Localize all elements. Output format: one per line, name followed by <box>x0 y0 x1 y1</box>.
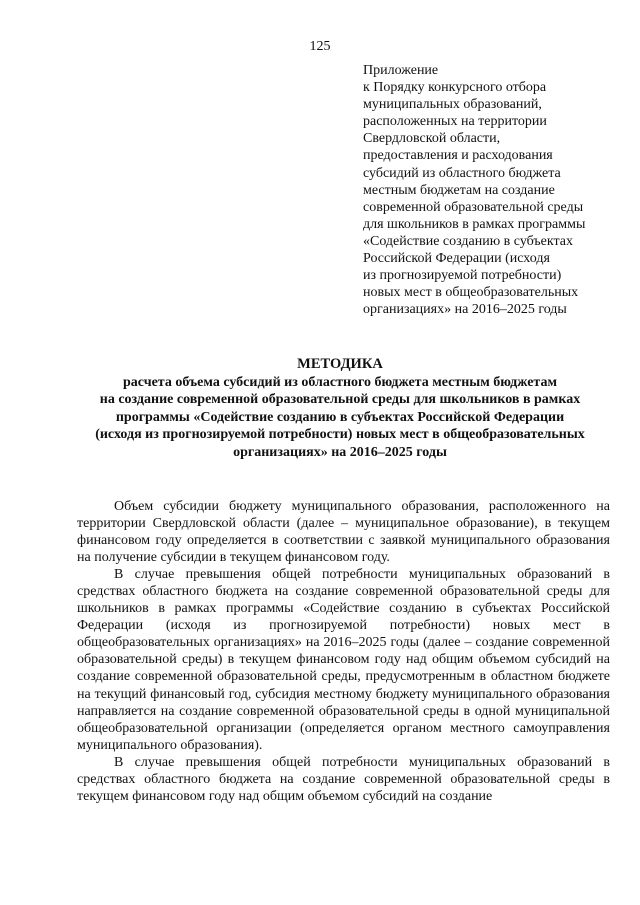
appendix-line: из прогнозируемой потребности) <box>363 268 562 284</box>
appendix-block <box>363 62 628 318</box>
appendix-line: Российской Федерации (исходя <box>363 251 550 267</box>
title-line: программы «Содействие созданию в субъектах Российской Федерации <box>115 409 565 425</box>
title-line: организациях» на 2016–2025 годы <box>233 444 447 460</box>
appendix-line: местным бюджетам на создание <box>363 182 555 198</box>
appendix-line: Свердловской области, <box>363 131 501 147</box>
appendix-line: муниципальных образований, <box>363 97 542 113</box>
appendix-line: предоставления и расходования <box>363 148 553 164</box>
document-title <box>60 356 620 461</box>
paragraph: Объем субсидии бюджету муниципального образования, расположенного на территории Свердловской области (далее – муниципальное образование), в текущем финансовом году определяется в соответствии с заявкой муниципального образования на получение субсидии в текущем финансовом году. <box>77 499 610 566</box>
title-line: (исходя из прогнозируемой потребности) новых мест в общеобразовательных <box>95 427 585 442</box>
appendix-line: расположенных на территории <box>363 114 547 130</box>
title-line: на создание современной образовательной среды для школьников в рамках <box>99 392 581 407</box>
appendix-line: субсидий из областного бюджета <box>363 165 561 181</box>
appendix-line: «Содействие созданию в субъектах <box>363 233 573 249</box>
title-line: расчета объема субсидий из областного бюджета местным бюджетам <box>122 374 558 390</box>
appendix-line: новых мест в общеобразовательных <box>363 285 579 301</box>
body-text <box>77 498 610 805</box>
appendix-line: организациях» на 2016–2025 годы <box>363 302 567 318</box>
paragraph: В случае превышения общей потребности муниципальных образований в средствах областного бюджета на создание современной образовательной среды в текущем финансовом году над общим объемом субсидий на создание <box>77 754 610 804</box>
appendix-line: для школьников в рамках программы <box>363 216 586 232</box>
appendix-line: к Порядку конкурсного отбора <box>363 80 547 96</box>
appendix-line: Приложение <box>363 63 439 78</box>
page-number: 125 <box>309 39 331 54</box>
paragraph: В случае превышения общей потребности муниципальных образований в средствах областного бюджета на создание современной образовательной среды для школьников в рамках программы «Содействие созданию в субъектах Российской Федерации (исходя из прогнозируемой потребности) новых мест в общеобразовательных организациях» на 2016–2025 годы (далее – создание современной образовательной среды) в текущем финансовом году над общим объемом субсидий на создание современной образовательной среды, предусмотренным в областном бюджете на текущий финансовый год, субсидия местному бюджету муниципального образования направляется на создание современной образовательной среды в одной муниципальной общеобразовательной организации (определяется органом местного самоуправления муниципального образования). <box>77 567 610 753</box>
appendix-line: современной образовательной среды <box>363 199 584 215</box>
title-heading: МЕТОДИКА <box>297 356 383 372</box>
